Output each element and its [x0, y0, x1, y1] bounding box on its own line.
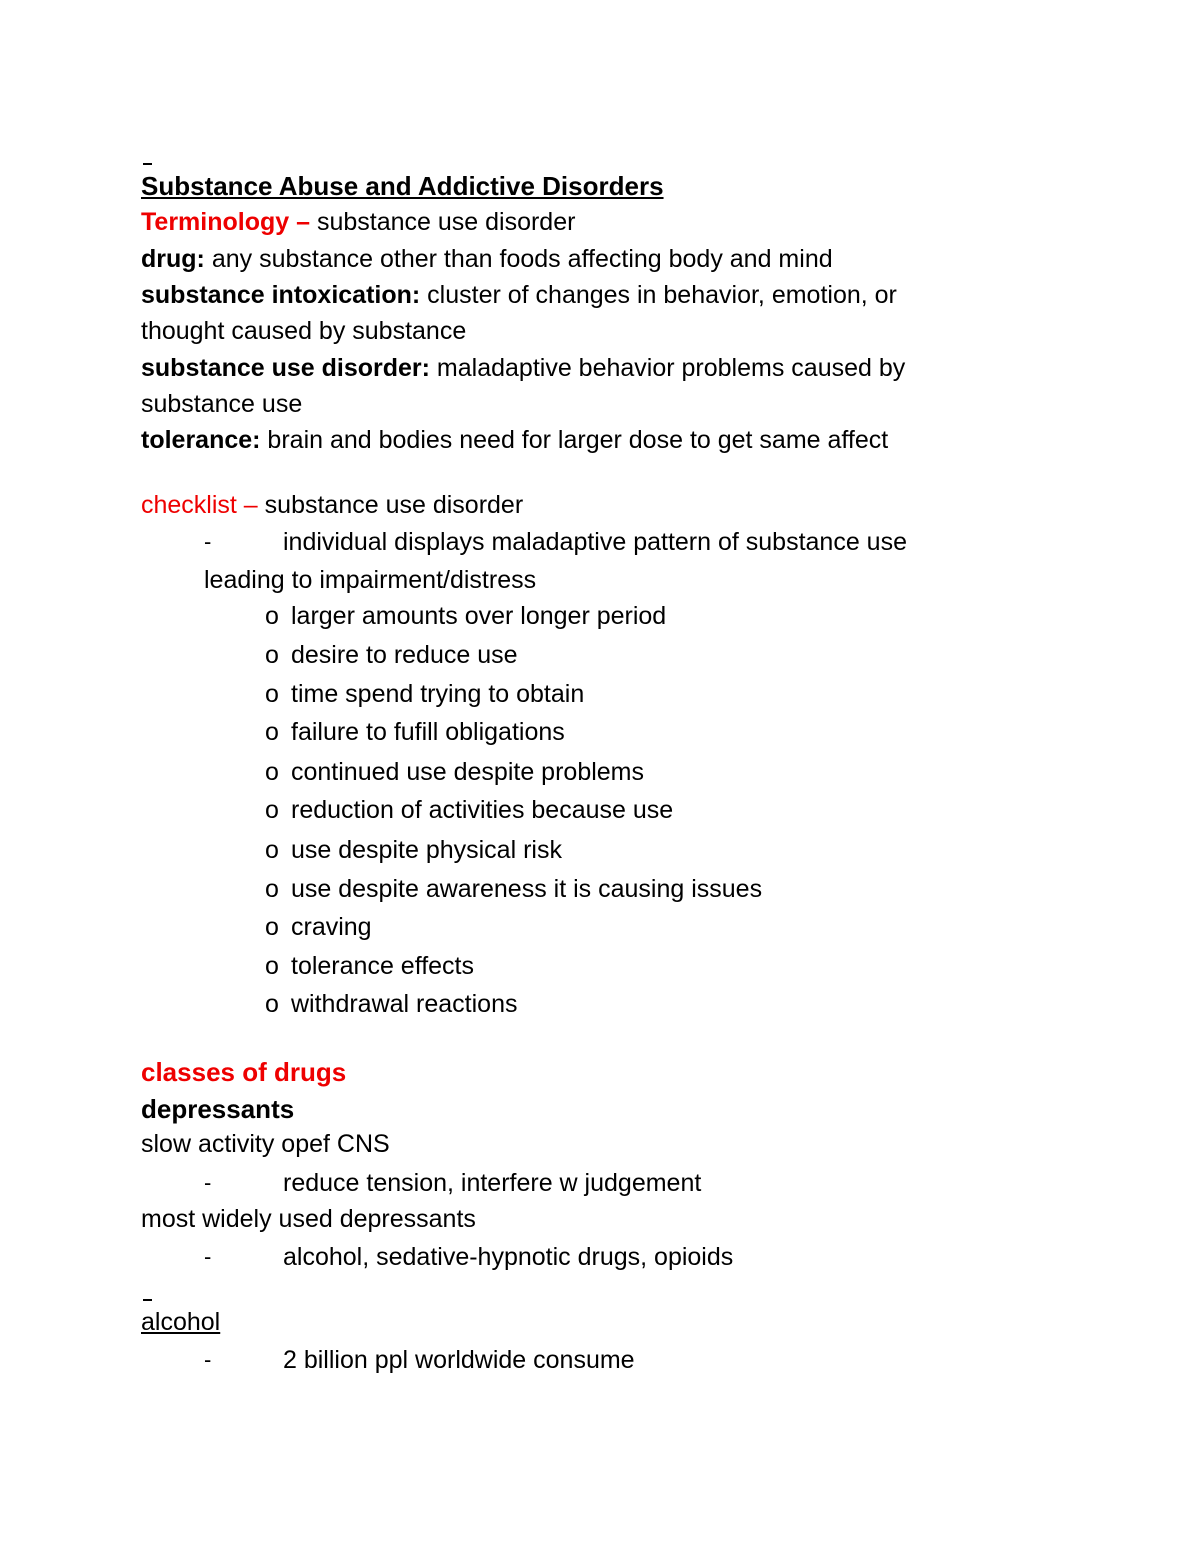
checklist-sub-item: o reduction of activities because use — [265, 796, 674, 824]
definition-text: brain and bodies need for larger dose to get same affect — [260, 426, 889, 454]
bullet-marker: o — [265, 913, 279, 941]
bullet-marker: o — [265, 718, 279, 746]
definition-text: any substance other than foods affecting body and mind — [204, 245, 833, 273]
stray-mark — [143, 163, 152, 165]
definition-term: drug: — [141, 245, 205, 273]
checklist-sub-item: o use despite physical risk — [265, 836, 562, 864]
checklist-sub-item: o tolerance effects — [265, 952, 474, 980]
checklist-sub-item: o withdrawal reactions — [265, 990, 518, 1018]
alcohol-bullet1: 2 billion ppl worldwide consume — [283, 1346, 635, 1374]
definition-intoxication-wrap: thought caused by substance — [141, 317, 467, 345]
dash-marker: - — [204, 1347, 212, 1372]
checklist-sub-item: o continued use despite problems — [265, 758, 645, 786]
checklist-heading: checklist – — [141, 491, 265, 519]
checklist-sub-item: o use despite awareness it is causing issues — [265, 875, 763, 903]
bullet-marker: o — [265, 836, 279, 864]
definition-use-disorder — [141, 353, 905, 383]
checklist-item-line2: leading to impairment/distress — [204, 566, 537, 594]
bullet-marker: o — [265, 680, 279, 708]
bullet-marker: o — [265, 875, 279, 903]
classes-heading: classes of drugs — [141, 1057, 347, 1087]
checklist-rest: substance use disorder — [264, 491, 524, 519]
checklist-item-line1: individual displays maladaptive pattern of substance use — [283, 528, 907, 556]
definition-text: maladaptive behavior problems caused by — [429, 354, 906, 382]
alcohol-heading: alcohol — [141, 1308, 221, 1336]
definition-term: substance use disorder: — [141, 354, 430, 382]
definition-text: cluster of changes in behavior, emotion, or — [420, 281, 897, 309]
bullet-marker: o — [265, 952, 279, 980]
definition-term: substance intoxication: — [141, 281, 421, 309]
checklist-sub-item: o time spend trying to obtain — [265, 680, 585, 708]
terminology-heading: Terminology – — [141, 208, 317, 236]
checklist-sub-item: o failure to fufill obligations — [265, 718, 565, 746]
document-title: Substance Abuse and Addictive Disorders — [141, 171, 664, 201]
bullet-marker: o — [265, 990, 279, 1018]
stray-mark — [143, 1299, 152, 1301]
definition-term: tolerance: — [141, 426, 261, 454]
dash-marker: - — [204, 1170, 212, 1195]
terminology-rest: substance use disorder — [316, 208, 576, 236]
dash-marker: - — [204, 1244, 212, 1269]
dash-marker: - — [204, 529, 212, 554]
terminology-line — [141, 207, 575, 237]
checklist-sub-item: o larger amounts over longer period — [265, 602, 667, 630]
definition-use-disorder-wrap: substance use — [141, 390, 303, 418]
depressants-bullet2: alcohol, sedative-hypnotic drugs, opioids — [283, 1243, 734, 1271]
checklist-line — [141, 490, 523, 520]
bullet-marker: o — [265, 641, 279, 669]
depressants-heading: depressants — [141, 1094, 295, 1124]
bullet-marker: o — [265, 602, 279, 630]
checklist-sub-item: o desire to reduce use — [265, 641, 518, 669]
depressants-bullet1: reduce tension, interfere w judgement — [283, 1169, 702, 1197]
definition-intoxication — [141, 280, 897, 310]
definition-drug — [141, 244, 833, 274]
depressants-line2: most widely used depressants — [141, 1205, 476, 1233]
depressants-line1: slow activity opef CNS — [141, 1130, 390, 1158]
bullet-marker: o — [265, 796, 279, 824]
definition-tolerance — [141, 425, 888, 455]
bullet-marker: o — [265, 758, 279, 786]
checklist-sub-item: o craving — [265, 913, 372, 941]
